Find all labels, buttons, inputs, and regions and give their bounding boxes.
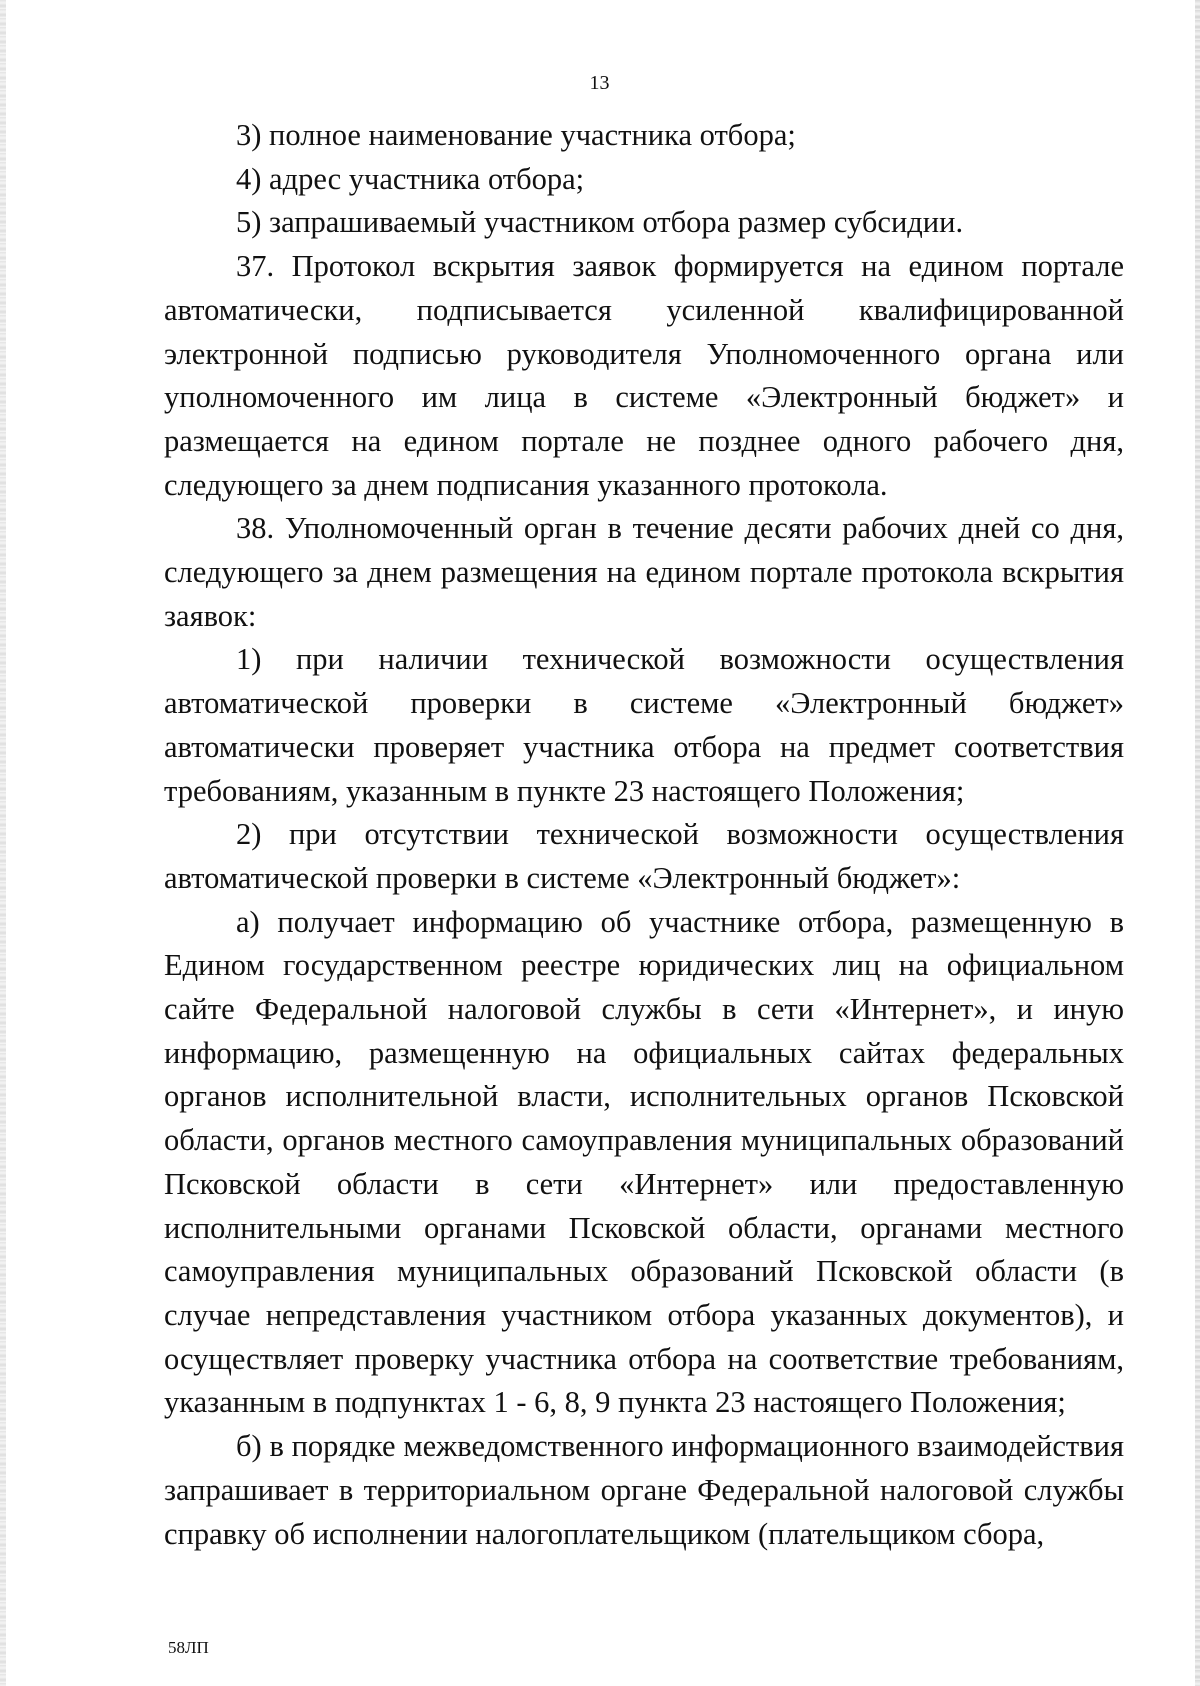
page-number: 13: [589, 72, 610, 94]
paragraph-subclause-b: б) в порядке межведомственного информационного взаимодействия запрашивает в территориальном органе Федеральной налоговой службы справку об исполнении налогоплательщиком (плательщиком сбора,: [164, 1429, 1124, 1551]
scan-edge-left: [0, 0, 6, 1686]
paragraph-subclause-a: а) получает информацию об участнике отбора, размещенную в Едином государственном реестре юридических лиц на официальном сайте Федеральной налоговой службы в сети «Интернет», и иную информацию, размещенную на официальных сайтах федеральных органов исполнительной власти, исполнительных органов Псковской области, органов местного самоуправления муниципальных образований Псковской области в сети «Интернет» или предоставленную исполнительными органами Псковской области, органами местного самоуправления муниципальных образований Псковской области (в случае непредставления участником отбора указанных документов), и осуществляет проверку участника отбора на соответствие требованиям, указанным в подпунктах 1 - 6, 8, 9 пункта 23 настоящего Положения;: [164, 904, 1124, 1420]
paragraph-item-4: 4) адрес участника отбора;: [236, 161, 585, 196]
footer-code: 58ЛП: [168, 1638, 209, 1657]
paragraph-subclause-1: 1) при наличии технической возможности осуществления автоматической проверки в системе «Электронный бюджет» автоматически проверяет участника отбора на предмет соответствия требованиям, указанным в пункте 23 настоящего Положения;: [164, 642, 1124, 808]
paragraph-item-5: 5) запрашиваемый участником отбора размер субсидии.: [236, 205, 964, 240]
paragraph-clause-38: 38. Уполномоченный орган в течение десяти рабочих дней со дня, следующего за днем размещения на едином портале протокола вскрытия заявок:: [164, 511, 1124, 633]
scan-edge-right: [1195, 0, 1200, 1686]
paragraph-clause-37: 37. Протокол вскрытия заявок формируется на едином портале автоматически, подписывается усиленной квалифицированной электронной подписью руководителя Уполномоченного органа или уполномоченного им лица в системе «Электронный бюджет» и размещается на едином портале не позднее одного рабочего дня, следующего за днем подписания указанного протокола.: [164, 249, 1124, 502]
paragraph-subclause-2: 2) при отсутствии технической возможности осуществления автоматической проверки в системе «Электронный бюджет»:: [164, 817, 1124, 895]
body-text: [164, 114, 1124, 1556]
paragraph-item-3: 3) полное наименование участника отбора;: [236, 118, 796, 152]
